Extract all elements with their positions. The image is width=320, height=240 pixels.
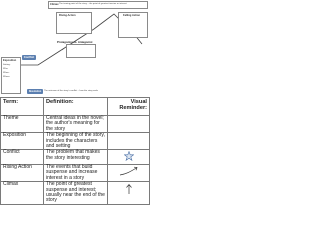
- literary-terms-table: [0, 97, 150, 205]
- climax-box: [48, 1, 148, 9]
- term-cell: Rising Action: [1, 165, 44, 182]
- definition-cell: The events that build suspense and increase interest in a story: [44, 165, 108, 182]
- definition-cell: The problem that makes the story interesting: [44, 150, 108, 165]
- falling-action-label: Falling Action: [123, 14, 141, 17]
- climax-note: The turning point of the story – the point of greatest tension or interest: [59, 3, 127, 6]
- table-header-row: [1, 98, 150, 116]
- exposition-field-where: Where:: [3, 76, 11, 78]
- header-term: Term:: [1, 98, 44, 116]
- visual-cell: [108, 133, 150, 150]
- table-row: [1, 116, 150, 133]
- rising-action-label: Rising Action: [59, 14, 76, 17]
- exposition-field-who: Who:: [3, 68, 9, 70]
- rising-action-box: [56, 12, 92, 34]
- header-definition: Definition:: [44, 98, 108, 116]
- term-cell: Conflict: [1, 150, 44, 165]
- table-row: [1, 182, 150, 205]
- term-cell: Theme: [1, 116, 44, 133]
- falling-action-box: [118, 12, 148, 38]
- plot-diagram: [0, 0, 149, 96]
- climax-label: Climax: [50, 3, 59, 6]
- conflict-box: [66, 44, 96, 58]
- definition-cell: Central ideas in the novel; the author's meaning for the story: [44, 116, 108, 133]
- definition-cell: The beginning of the story, includes the characters and setting: [44, 133, 108, 150]
- term-cell: Climax: [1, 182, 44, 205]
- visual-cell: [108, 165, 150, 182]
- definition-cell: The point of greatest suspense and interest; usually near the end of the story: [44, 182, 108, 205]
- table-row: [1, 133, 150, 150]
- exposition-label: Exposition: [3, 59, 17, 62]
- visual-cell: [108, 150, 150, 165]
- protagonist-vs-antagonist: Protagonist vs. Antagonist: [57, 40, 93, 44]
- table-row: [1, 150, 150, 165]
- table-row: [1, 165, 150, 182]
- curve-icon: [118, 166, 140, 176]
- exposition-box: [1, 57, 21, 94]
- resolution-note: The outcome of the story's conflict – how the story ends: [44, 90, 98, 92]
- resolution-tag: Resolution: [28, 90, 42, 93]
- header-visual-reminder: Visual Reminder:: [108, 98, 150, 116]
- exposition-field-setting: Setting:: [3, 64, 11, 66]
- visual-cell: [108, 182, 150, 205]
- arrow-up-icon: [124, 183, 134, 195]
- term-cell: Exposition: [1, 133, 44, 150]
- exposition-field-when: When:: [3, 72, 10, 74]
- star-icon: [124, 151, 134, 161]
- conflict-tag: Conflict: [23, 55, 35, 59]
- visual-cell: [108, 116, 150, 133]
